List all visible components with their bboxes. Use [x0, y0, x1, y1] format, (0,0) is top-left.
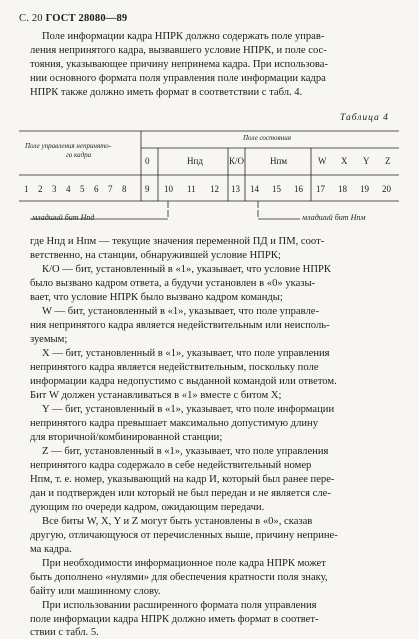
body-line: Z — бит, установленный в «1», указывает, что поле управления: [42, 446, 329, 457]
body-line: ствии с табл. 5.: [30, 627, 99, 638]
sub-header: Hпм: [270, 156, 288, 166]
bit-number: 11: [187, 184, 196, 194]
body-line: W — бит, установленный в «1», указывает, что поле управле-: [42, 306, 320, 317]
body-line: ния непринятого кадра является недействительным или неисполь-: [30, 320, 330, 331]
bit-number: 10: [164, 184, 173, 194]
bit-number: 15: [272, 184, 281, 194]
label-lsb-npm: младший бит Нпм: [302, 213, 366, 222]
body-line: вает, что условие НПРК было вызвано кадром команды;: [30, 292, 283, 303]
body-line: Бит W должен устанавливаться в «1» вместе с битом X;: [30, 390, 282, 401]
bit-number: 17: [316, 184, 325, 194]
sub-header: Z: [385, 156, 391, 166]
paragraph-line: ления непринятого кадра, вызвавшего условие НПРК, и поле сос-: [30, 45, 327, 56]
body-line: где Нпд и Нпм — текущие значения переменной ПД и ПМ, соот-: [30, 236, 325, 247]
bit-number: 19: [360, 184, 369, 194]
body-line: дан и подтвержден или который не был передан и не является сле-: [30, 488, 331, 499]
body-line: ма кадра.: [30, 544, 72, 555]
paragraph-line: нии основного формата поля управления поле информации кадра: [30, 73, 326, 84]
bit-number: 14: [250, 184, 259, 194]
table-caption: Таблица 4: [340, 113, 389, 123]
body-line: непринятого кадра превышает максимально допустимую длину: [30, 418, 318, 429]
sub-header: X: [341, 156, 348, 166]
bit-number: 1: [24, 184, 29, 194]
page-number: С. 20: [19, 13, 43, 24]
body-line: информации кадра недопустимо с выданной командой или ответом.: [30, 376, 337, 387]
body-line: быть дополнено «нулями» для обеспечения кратности поля знаку,: [30, 572, 328, 583]
body-line: Y — бит, установленный в «1», указывает, что поле информации: [42, 404, 335, 415]
sub-header: Hпд: [187, 156, 203, 166]
body-line: поле информации кадра НПРК должно иметь формат в соответ-: [30, 614, 319, 625]
bit-number: 2: [38, 184, 43, 194]
body-line: было вызвано кадром ответа, а будучи установлен в «0» указы-: [30, 278, 316, 289]
sub-header: W: [318, 156, 327, 166]
bit-number: 12: [210, 184, 219, 194]
body-line: При использовании расширенного формата поля управления: [42, 600, 317, 611]
paragraph-line: тояния, указывающее причину непринема кадра. При использова-: [30, 59, 329, 70]
bit-number: 8: [122, 184, 127, 194]
bit-number: 20: [382, 184, 391, 194]
body-line: При необходимости информационное поле кадра НПРК может: [42, 558, 326, 569]
body-line: другую, отличающуюся от перечисленных выше, причину неприне-: [30, 530, 338, 541]
body-line: X — бит, установленный в «1», указывает, что поле управления: [42, 348, 330, 359]
body-line: зуемым;: [30, 334, 68, 345]
bit-number: 5: [80, 184, 85, 194]
sub-header: 0: [145, 156, 150, 166]
body-line: непринятого кадра содержало в себе недействительный номер: [30, 460, 312, 471]
bit-number: 13: [231, 184, 240, 194]
bit-number: 18: [338, 184, 347, 194]
left-header-line2: го кадра: [66, 151, 92, 159]
label-lsb-npd: младший бит Нпд: [32, 213, 95, 222]
body-line: байту или машинному слову.: [30, 586, 161, 597]
bit-number: 16: [294, 184, 303, 194]
paragraph-line: Поле информации кадра НПРК должно содержать поле управ-: [42, 31, 325, 42]
state-header: Поле состояния: [243, 134, 291, 142]
bit-number: 4: [66, 184, 71, 194]
bit-number: 7: [108, 184, 113, 194]
body-line: К/О — бит, установленный в «1», указывает, что условие НПРК: [42, 264, 331, 275]
left-header-line1: Поле управления непринято-: [25, 142, 112, 150]
sub-header: К/О: [229, 156, 245, 166]
body-line: непринятого кадра является недействительным, поскольку поле: [30, 362, 319, 373]
body-line: для вторичной/комбинированной станции;: [30, 432, 223, 443]
body-line: Все биты W, X, Y и Z могут быть установлены в «0», сказав: [42, 516, 313, 527]
bit-number: 3: [52, 184, 57, 194]
body-line: дующим по очереди кадром, ожидающим передачи.: [30, 502, 265, 513]
paragraph-line: НПРК также должно иметь формат в соответствии с табл. 4.: [30, 87, 303, 98]
standard-number: ГОСТ 28080—89: [45, 13, 128, 24]
sub-header: Y: [363, 156, 370, 166]
bit-number: 9: [145, 184, 150, 194]
body-line: Нпм, т. е. номер, указывающий на кадр И, который был ранее пере-: [30, 474, 335, 485]
body-line: ветственно, на станции, обнаружившей условие НПРК;: [30, 250, 281, 261]
bit-number: 6: [94, 184, 99, 194]
